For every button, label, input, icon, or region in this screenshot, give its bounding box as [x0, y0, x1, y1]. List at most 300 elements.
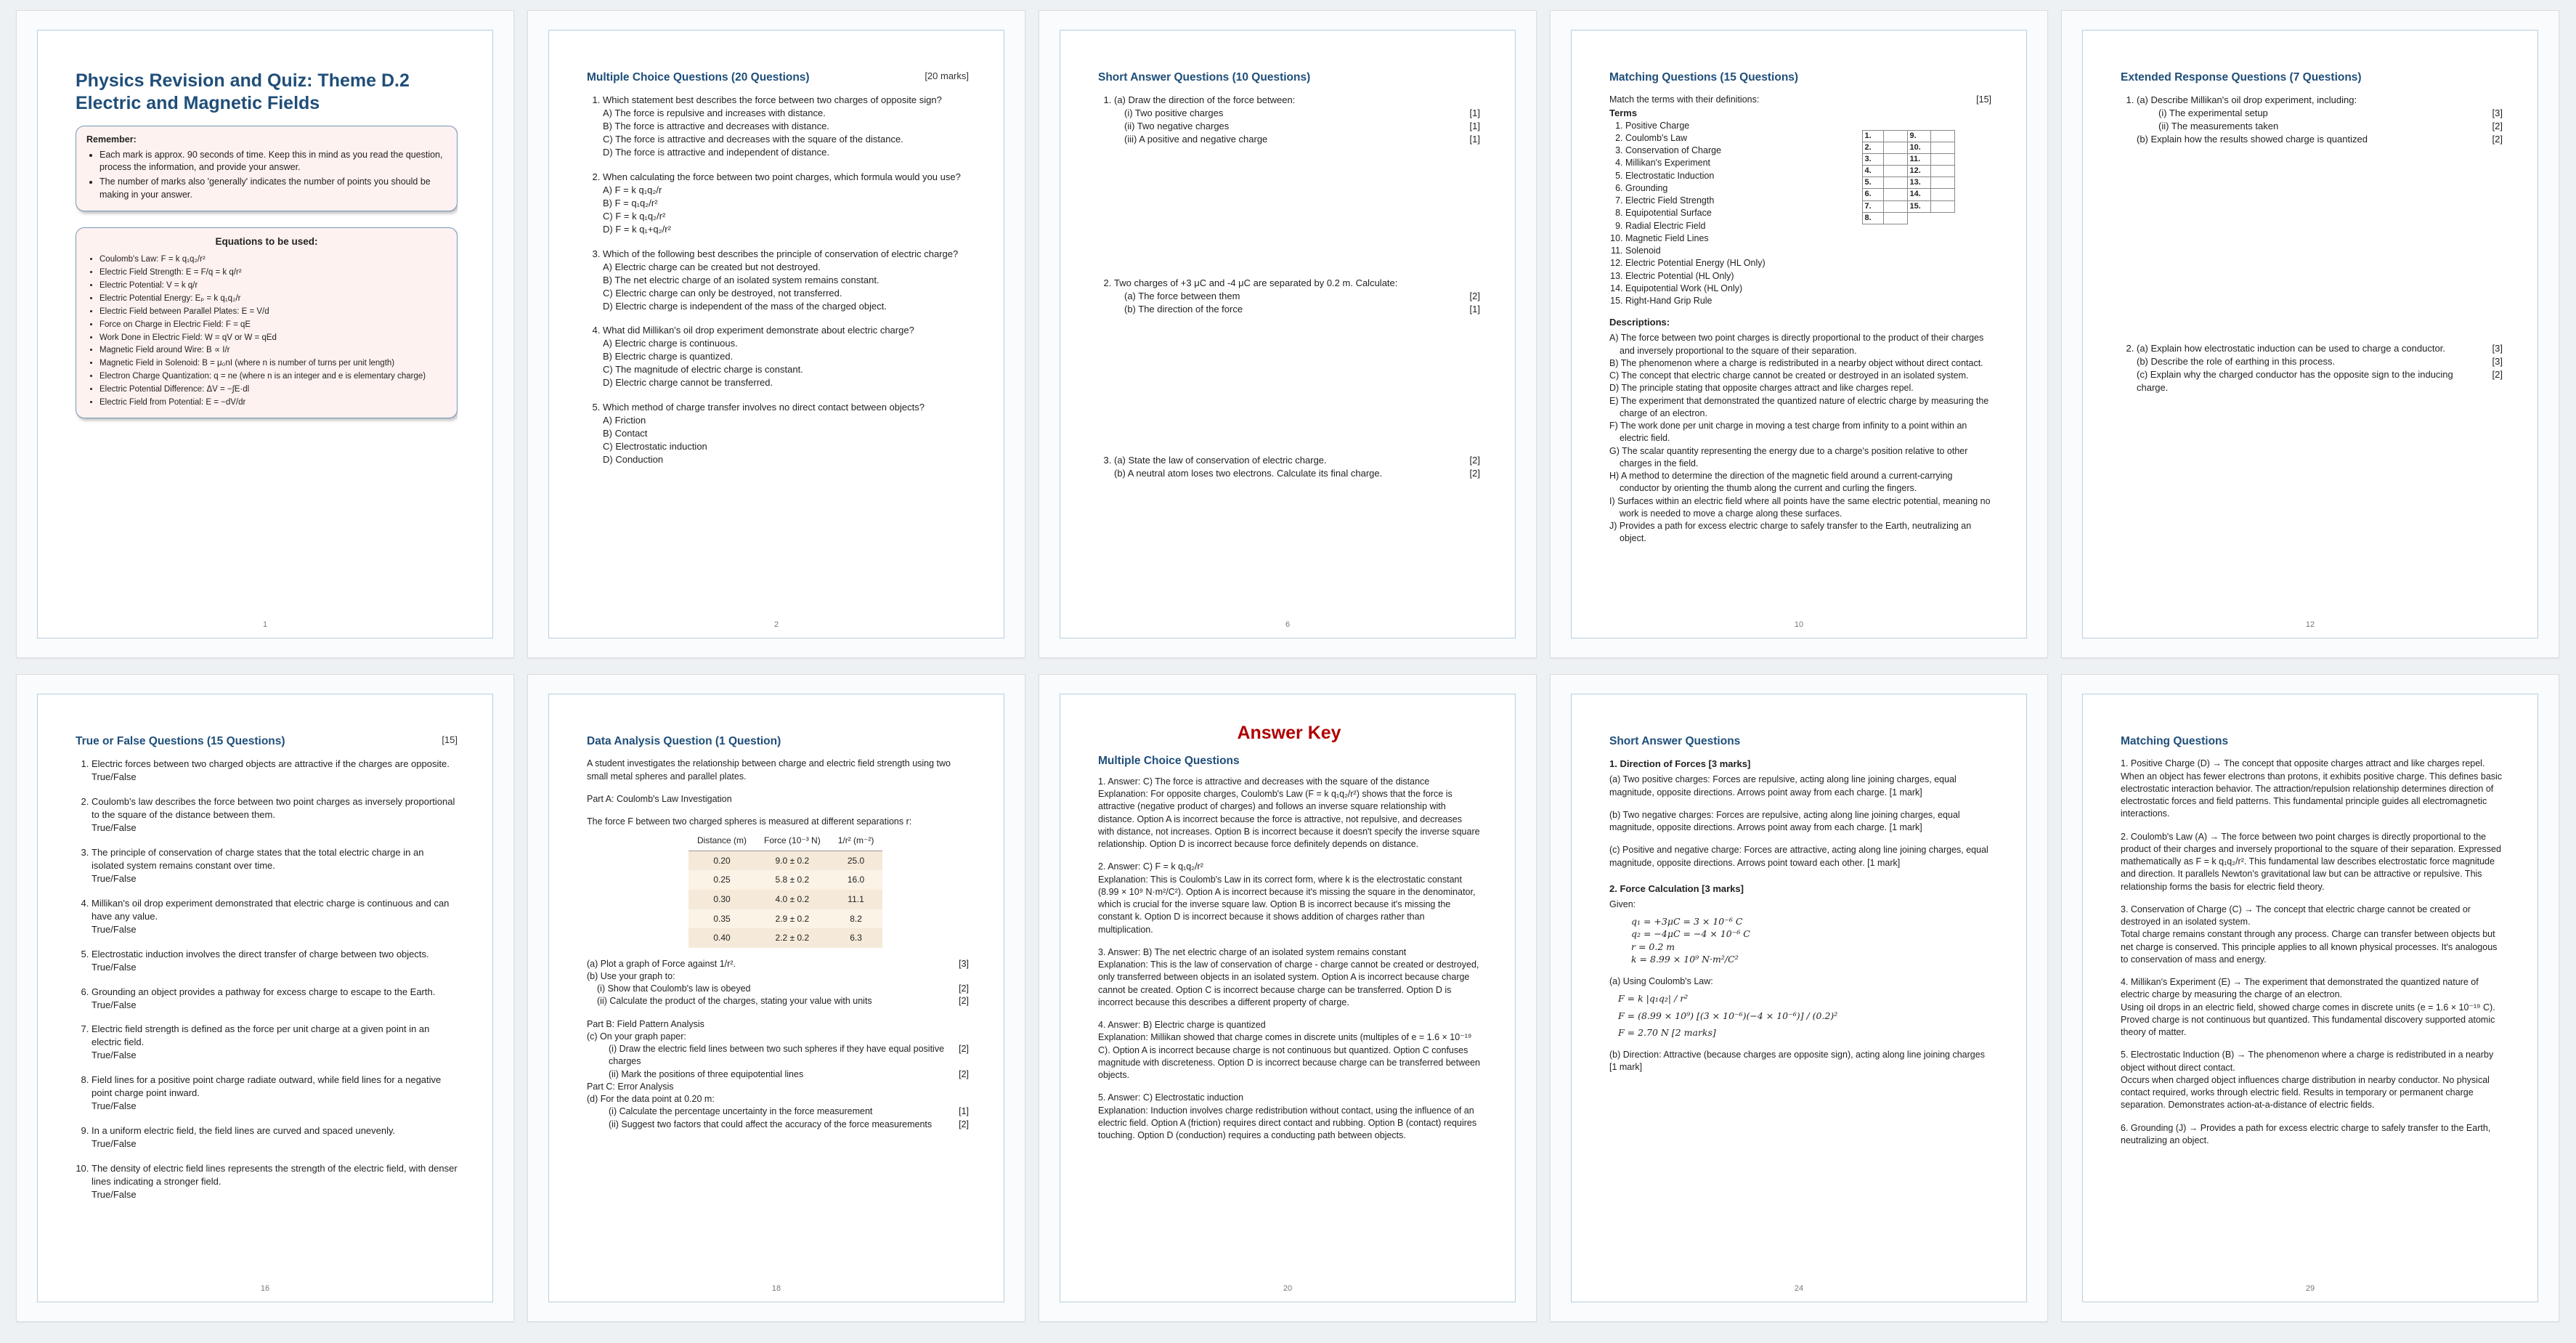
matching-answers — [2121, 758, 2503, 1147]
answer-option: True/False — [92, 961, 137, 973]
option-text: A) F = k q₁q₂/r — [603, 184, 662, 195]
question-parts — [2137, 107, 2503, 146]
question-part — [587, 1031, 969, 1043]
given-line: r = 0.2 m — [1631, 941, 1675, 952]
true-false-item — [92, 1162, 458, 1201]
table-cell: 0.25 — [688, 870, 755, 890]
direction-answers — [1609, 774, 1991, 869]
part-a-items — [587, 958, 969, 1008]
part-marks: [2] — [1469, 454, 1480, 466]
question-part — [587, 958, 969, 970]
section-heading — [2121, 734, 2503, 749]
remember-item: • Each mark is approx. 90 seconds of time. Keep this in mind as you read the question, process the information, and provide your answer. — [99, 149, 447, 174]
answer-option: True/False — [92, 771, 137, 783]
equation-item: • Magnetic Field around Wire: B ∝ I/r — [99, 345, 447, 357]
remember-item: • The number of marks also 'generally' indicates the number of points you should be making in your answer. — [99, 176, 447, 201]
answer-grid — [1862, 130, 1956, 224]
matching-answer: 1. Positive Charge (D) → The concept that opposite charges attract and like charges repel. When an object has fewer electrons than protons, it exhibits positive charge. This defines basic electrostatic interaction behavior. The attraction/repulsion relationship determines direction of electrostatic forces and field patterns. This fundamental principle guides all electromagnetic interactions. — [2121, 758, 2503, 819]
option-text: C) The force is attractive and decreases with the square of the distance. — [603, 134, 903, 145]
term-item: 5. Electrostatic Induction — [1625, 170, 1845, 182]
true-false-item — [92, 1124, 458, 1151]
page-number: 1 — [262, 620, 268, 629]
section-title: Matching Questions — [2121, 735, 2229, 747]
part-marks: [2] — [959, 1068, 969, 1079]
answer-item: 2. Answer: C) F = k q₁q₂/r² Explanation: This is Coulomb's Law in its correct form, where k is the electrostatic constant (8.99 × 10⁹ N·m²/C²). Option A is incorrect because it's missing the square in the denominator, which is crucial for the inverse square law. Option B is incorrect because it's missing the constant k. Option D is incorrect because it shows addition of charges rather than multiplication. — [1098, 861, 1476, 935]
description-item: C) The concept that electric charge cannot be created or destroyed in an isolated system. — [1609, 370, 1969, 381]
option-text: D) Conduction — [603, 453, 664, 465]
grid-number: 3. — [1862, 153, 1883, 165]
part-marks: [2] — [959, 1119, 969, 1129]
part-c-items — [587, 1093, 969, 1131]
option-text: B) The force is attractive and decreases with distance. — [603, 121, 829, 132]
part-marks: [2] — [959, 983, 969, 994]
given-line: q₂ = −4μC = −4 × 10⁻⁶ C — [1631, 928, 1750, 940]
part-text: (ii) Two negative charges — [1124, 121, 1230, 132]
description-item: E) The experiment that demonstrated the quantized nature of electric charge by measuring the charge of an electron. — [1609, 395, 1989, 418]
option-text: B) The net electric charge of an isolated system remains constant. — [603, 274, 879, 285]
section-title: Matching Questions (15 Questions) — [1609, 71, 1799, 84]
mcq-list — [587, 94, 969, 466]
part-text: (d) For the data point at 0.20 m: — [587, 1094, 715, 1105]
option-text: C) F = k q₁q₂/r² — [603, 210, 666, 222]
given-values — [1609, 915, 1991, 965]
question-part — [2137, 133, 2503, 146]
statement-text: 9. In a uniform electric field, the field lines are curved and spaced unevenly. — [92, 1125, 396, 1137]
matching-answer: 2. Coulomb's Law (A) → The force between two point charges is directly proportional to the product of their charges and inversely proportional to the square of their separation. Expressed mathematically as F = k q₁q₂/r². This fundamental law describes electrostatic force magnitude and direction. It parallels Newton's gravitational law but can be attractive or repulsive. This relationship forms the basis for electric field theory. — [2121, 831, 2501, 892]
part-marks: [1] — [959, 1106, 969, 1117]
page-20[interactable] — [1039, 674, 1537, 1322]
equations-list — [86, 254, 447, 408]
mcq-item — [603, 324, 969, 389]
page-16-content — [37, 694, 493, 1302]
statement-text: 2. Coulomb's law describes the force between two point charges as inversely proportional to the square of the distance between them. — [92, 796, 455, 821]
question-part — [1124, 120, 1480, 133]
section-title: Multiple Choice Questions (20 Questions) — [587, 71, 810, 84]
description-item: G) The scalar quantity representing the energy due to a charge's position relative to other charges in the field. — [1609, 445, 1968, 468]
term-item: 4. Millikan's Experiment — [1625, 157, 1845, 169]
option-text: D) Electric charge is independent of the mass of the charged object. — [603, 300, 887, 312]
part-marks — [962, 1093, 969, 1105]
part-marks: [3] — [2492, 356, 2503, 368]
question-part — [587, 983, 969, 995]
section-marks: [20 marks] — [925, 70, 969, 81]
section-heading — [1609, 70, 1991, 85]
section-heading — [587, 70, 969, 85]
question-part — [1124, 303, 1480, 316]
page-2-content — [548, 30, 1004, 638]
part-marks: [3] — [2492, 107, 2503, 119]
grid-blank — [1931, 189, 1955, 200]
grid-blank — [1883, 200, 1907, 212]
table-cell: 0.40 — [688, 928, 755, 948]
question-part — [1114, 454, 1480, 467]
part-marks: [3] — [959, 958, 969, 969]
part-text: (i) Show that Coulomb's law is obeyed — [597, 983, 751, 994]
page-number: 16 — [260, 1284, 270, 1293]
column-header: 1/r² (m⁻²) — [829, 831, 883, 851]
true-false-item — [92, 986, 458, 1012]
answer-option: True/False — [92, 1050, 137, 1061]
part-marks — [962, 1031, 969, 1043]
matching-answer: 6. Grounding (J) → Provides a path for excess electric charge to safely transfer to the Earth, neutralizing an object. — [2121, 1122, 2491, 1145]
part-text: (ii) Calculate the product of the charges, stating your value with units — [597, 996, 872, 1007]
page-10[interactable] — [1550, 10, 2048, 658]
part-b-items — [587, 1031, 969, 1081]
grid-number: 11. — [1907, 153, 1931, 165]
true-false-item — [92, 897, 458, 936]
grid-number: 9. — [1907, 130, 1931, 142]
part-marks: [2] — [1469, 467, 1480, 479]
sub-heading: 2. Force Calculation [3 marks] — [1609, 883, 1744, 894]
answer-item: 4. Answer: B) Electric charge is quantized Explanation: Millikan showed that charge comes in discrete units (multiples of e = 1.6 × 10⁻¹⁹ C). Option A is incorrect because charge is not continuous but quantized. Option C confuses magnitude with discreteness. Option D is incorrect because charge can be transferred between objects. — [1098, 1020, 1480, 1081]
short-answer-list — [1098, 94, 1480, 479]
term-item: 11. Solenoid — [1625, 245, 1845, 257]
question-parts — [1114, 107, 1480, 146]
question-part — [1114, 467, 1480, 480]
question-part — [2137, 368, 2503, 394]
direction-item: (a) Two positive charges: Forces are repulsive, acting along line joining charges, equal magnitude, opposite directions. Arrows point away from each charge. [1 mark] — [1609, 774, 1957, 798]
grid-number: 13. — [1907, 177, 1931, 189]
answer-item: 3. Answer: B) The net electric charge of an isolated system remains constant Explanation: This is the law of conservation of charge - charge cannot be created or destroyed, only transferred between objects in an isolated system. Option A is incorrect because charge cannot be created. Option C is incorrect because charge can be transferred. Option D is incorrect because this describes a different property of charge. — [1098, 946, 1479, 1007]
question-item — [1114, 277, 1480, 316]
table-row — [688, 890, 882, 909]
question-text: 5. Which method of charge transfer involves no direct contact between objects? — [603, 402, 925, 413]
page-number: 2 — [773, 620, 779, 629]
grid-number: 4. — [1862, 166, 1883, 177]
part-marks: [2] — [2492, 369, 2503, 380]
term-item: 14. Equipotential Work (HL Only) — [1625, 283, 1845, 295]
statement-text: 10. The density of electric field lines represents the strength of the electric field, with denser lines indicating a stronger field. — [92, 1162, 458, 1187]
column-header: Distance (m) — [688, 831, 755, 851]
option-text: C) Electric charge can only be destroyed, not transferred. — [603, 287, 842, 299]
grid-blank — [1931, 177, 1955, 189]
column-header: Force (10⁻³ N) — [755, 831, 829, 851]
answer-item: 5. Answer: C) Electrostatic induction Explanation: Induction involves charge redistribution without contact, using the influence of an electric field. Option A (friction) requires direct contact and rubbing. Option B (contact) requires touching. Option D (conduction) requires a conducting path between objects. — [1098, 1092, 1477, 1141]
part-b-heading: Part B: Field Pattern Analysis — [587, 1018, 704, 1029]
page-10-content — [1571, 30, 2027, 638]
equation-item: • Electric Potential Energy: Eₚ = k q₁q₂/r — [99, 293, 447, 305]
grid-number: 1. — [1862, 130, 1883, 142]
direction-answer: (b) Direction: Attractive (because charges are opposite sign), acting along line joining charges [1 mark] — [1609, 1050, 1985, 1073]
matching-answer: 4. Millikan's Experiment (E) → The experiment that demonstrated the quantized nature of electric charge by measuring the charge of an electron. Using oil drops in an electric field, showed charge comes in discrete units (e = 1.6 × 10⁻¹⁹ C). Proved charge is not continuous but quantized. This fundamental discovery supported atomic theory of matter. — [2121, 977, 2495, 1038]
answer-list — [1098, 776, 1480, 1143]
option-text: D) F = k q₁+q₂/r² — [603, 223, 671, 235]
matching-answer: 5. Electrostatic Induction (B) → The phenomenon where a charge is redistributed in a nearby object without direct contact. Occurs when charged object influences charge distribution in nearby conductor. No physical contact required, works through electric field. Results in temporary or permanent charge separation. Demonstrates action-at-a-distance of electric fields. — [2121, 1050, 2494, 1111]
part-text: (i) Two positive charges — [1124, 107, 1224, 119]
part-text: (iii) A positive and negative charge — [1124, 134, 1268, 145]
part-text: (i) Draw the electric field lines between two such spheres if they have equal positive charges — [609, 1044, 945, 1067]
description-item: F) The work done per unit charge in moving a test charge from infinity to a point within an electric field. — [1609, 421, 1967, 444]
match-intro — [1609, 94, 1991, 106]
page-29-content — [2082, 694, 2538, 1302]
using-label: (a) Using Coulomb's Law: — [1609, 976, 1713, 986]
option-text: A) The force is repulsive and increases with distance. — [603, 107, 826, 119]
term-item: 6. Grounding — [1625, 182, 1845, 195]
question-text: 4. What did Millikan's oil drop experiment demonstrate about electric charge? — [603, 325, 914, 336]
term-item: 15. Right-Hand Grip Rule — [1625, 295, 1845, 307]
terms-area — [1609, 107, 1991, 308]
remember-box — [76, 126, 458, 211]
table-cell: 9.0 ± 0.2 — [755, 851, 829, 870]
term-item: 7. Electric Field Strength — [1625, 195, 1845, 207]
table-cell: 6.3 — [829, 928, 883, 948]
terms-list — [1609, 120, 1845, 308]
part-marks — [962, 970, 969, 983]
table-cell: 5.8 ± 0.2 — [755, 870, 829, 890]
section-title: Short Answer Questions (10 Questions) — [1098, 71, 1311, 84]
question-item — [1114, 94, 1480, 146]
given-line: q₁ = +3μC = 3 × 10⁻⁶ C — [1631, 916, 1743, 927]
answer-item: 1. Answer: C) The force is attractive and decreases with the square of the distance Explanation: For opposite charges, Coulomb's Law (F = k q₁q₂/r²) shows that the force is attractive (negative product of charges) and follows an inverse square relationship with distance. Option A is incorrect because the force is attractive, not repulsive, and decreases with distance, not increases. Option B is incorrect because it doesn't specify the inverse square relationship. Option D is incorrect because force definitely depends on distance. — [1098, 776, 1480, 850]
answer-key-title: Answer Key — [1237, 723, 1341, 743]
question-part — [2137, 107, 2503, 120]
question-part — [2137, 342, 2503, 355]
table-row — [688, 851, 882, 870]
extended-list — [2121, 94, 2503, 394]
part-marks: [2] — [2492, 121, 2503, 132]
question-part — [2137, 355, 2503, 368]
table-cell: 8.2 — [829, 909, 883, 929]
part-text: (b) Use your graph to: — [587, 970, 675, 981]
part-marks: [1] — [1469, 107, 1480, 119]
section-heading — [1098, 70, 1480, 85]
question-parts — [1114, 454, 1480, 480]
grid-blank — [1931, 130, 1955, 142]
true-false-item — [92, 1074, 458, 1113]
page-thumbnail-grid — [16, 10, 2559, 1322]
page-number: 20 — [1283, 1284, 1293, 1293]
table-cell: 11.1 — [829, 890, 883, 909]
statement-text: 1. Electric forces between two charged objects are attractive if the charges are opposite. — [92, 758, 450, 770]
page-1[interactable] — [16, 10, 514, 658]
part-marks: [3] — [2492, 343, 2503, 354]
description-item: J) Provides a path for excess electric charge to safely transfer to the Earth, neutralizing an object. — [1609, 521, 1972, 544]
option-text: C) Electrostatic induction — [603, 440, 707, 452]
page-12-content — [2082, 30, 2538, 638]
question-stem: 2. Two charges of +3 μC and -4 μC are separated by 0.2 m. Calculate: — [1114, 277, 1398, 289]
calc-line: F = k |q₁q₂| / r² — [1618, 993, 1689, 1005]
question-stem: 1. (a) Describe Millikan's oil drop experiment, including: — [2137, 94, 2357, 106]
grid-number: 8. — [1862, 212, 1883, 224]
match-intro-text: Match the terms with their definitions: — [1609, 94, 1760, 105]
page-16[interactable] — [16, 674, 514, 1322]
matching-answer: 3. Conservation of Charge (C) → The concept that electric charge cannot be created or destroyed in an isolated system. Total charge remains constant through any process. Charge can transfer between objects but net charge is conserved. This principle applies to all known physical processes. It's analogous to conservation of mass and energy. — [2121, 904, 2498, 965]
true-false-list — [76, 758, 458, 1201]
page-29[interactable] — [2061, 674, 2559, 1322]
grid-blank — [1883, 142, 1907, 153]
page-6-content — [1060, 30, 1516, 638]
descriptions-list — [1609, 332, 1991, 545]
data-table — [688, 831, 882, 947]
match-marks: [15] — [1976, 94, 1991, 105]
page-12[interactable] — [2061, 10, 2559, 658]
answer-option: True/False — [92, 872, 137, 884]
page-6[interactable] — [1039, 10, 1537, 658]
page-number: 29 — [2305, 1284, 2315, 1293]
option-text: B) F = q₁q₂/r² — [603, 197, 658, 208]
equation-item: • Electric Field from Potential: E = −dV/dr — [99, 397, 447, 409]
page-18[interactable] — [527, 674, 1025, 1322]
statement-text: 5. Electrostatic induction involves the direct transfer of charge between two objects. — [92, 948, 429, 959]
grid-blank — [1931, 142, 1955, 153]
table-cell: 0.35 — [688, 909, 755, 929]
descriptions-label: Descriptions: — [1609, 317, 1670, 328]
table-cell: 16.0 — [829, 870, 883, 890]
description-item: D) The principle stating that opposite charges attract and like charges repel. — [1609, 383, 1914, 394]
grid-number: 12. — [1907, 166, 1931, 177]
page-title: Physics Revision and Quiz: Theme D.2 Electric and Magnetic Fields — [76, 70, 410, 114]
equation-item: • Coulomb's Law: F = k q₁q₂/r² — [99, 254, 447, 266]
grid-number: 10. — [1907, 142, 1931, 153]
question-text: 1. Which statement best describes the force between two charges of opposite sign? — [603, 94, 942, 106]
section-heading — [1609, 734, 1991, 749]
question-item — [2137, 342, 2503, 394]
table-cell: 2.2 ± 0.2 — [755, 928, 829, 948]
true-false-item — [92, 758, 458, 784]
question-part — [587, 1093, 969, 1105]
grid-number: 14. — [1907, 189, 1931, 200]
question-stem: 1. (a) Draw the direction of the force between: — [1114, 94, 1296, 106]
part-text: (c) Explain why the charged conductor has the opposite sign to the inducing charge. — [2137, 369, 2453, 393]
answer-key-subtitle: Multiple Choice Questions — [1098, 754, 1240, 767]
page-number: 10 — [1794, 620, 1804, 629]
question-text: 3. Which of the following best describes the principle of conservation of electric charge? — [603, 248, 959, 259]
part-text: (i) The experimental setup — [2158, 107, 2268, 119]
question-part — [587, 995, 969, 1007]
page-18-content — [548, 694, 1004, 1302]
answer-option: True/False — [92, 1188, 137, 1200]
table-row — [688, 928, 882, 948]
question-part — [587, 970, 969, 983]
description-item: I) Surfaces within an electric field where all points have the same electric potential, meaning no work is needed to move a charge along these surfaces. — [1609, 495, 1991, 519]
grid-blank — [1883, 212, 1907, 224]
question-text: 2. When calculating the force between two point charges, which formula would you use? — [603, 171, 961, 183]
answer-option: True/False — [92, 923, 137, 935]
description-item: B) The phenomenon where a charge is redistributed in a nearby object without direct contact. — [1609, 357, 1983, 368]
option-text: A) Electric charge can be created but not destroyed. — [603, 261, 821, 272]
question-item — [1114, 454, 1480, 480]
equations-title: Equations to be used: — [215, 235, 318, 247]
grid-number: 5. — [1862, 177, 1883, 189]
grid-number: 7. — [1862, 200, 1883, 212]
mcq-item — [603, 401, 969, 466]
option-text: D) Electric charge cannot be transferred. — [603, 377, 773, 389]
section-title: Extended Response Questions (7 Questions) — [2121, 71, 2362, 84]
section-heading — [587, 734, 969, 749]
part-text: (a) The force between them — [1124, 291, 1240, 302]
part-text: (i) Calculate the percentage uncertainty in the force measurement — [609, 1106, 873, 1117]
part-marks: [2] — [959, 1044, 969, 1055]
question-part — [587, 1105, 969, 1118]
page-20-content — [1060, 694, 1516, 1302]
term-item: 2. Coulomb's Law — [1625, 132, 1845, 145]
part-text: (b) The direction of the force — [1124, 304, 1243, 315]
option-text: D) The force is attractive and independent of distance. — [603, 147, 829, 158]
statement-text: 8. Field lines for a positive point charge radiate outward, while field lines for a negative point charge point inward. — [92, 1074, 442, 1099]
given-line: k = 8.99 × 10⁹ N·m²/C² — [1631, 953, 1739, 965]
intro-text: A student investigates the relationship between charge and electric field strength using two small metal spheres and parallel plates. — [587, 758, 951, 782]
part-text: 2. (a) Explain how electrostatic induction can be used to charge a conductor. — [2137, 343, 2445, 354]
page-number: 18 — [771, 1284, 781, 1293]
page-number: 24 — [1794, 1284, 1804, 1293]
part-text: (c) On your graph paper: — [587, 1031, 686, 1042]
question-part — [1124, 133, 1480, 146]
term-item: 10. Magnetic Field Lines — [1625, 232, 1845, 245]
table-row — [688, 870, 882, 890]
question-part — [587, 1043, 969, 1068]
calc-line: F = 2.70 N [2 marks] — [1618, 1026, 1716, 1038]
grid-number: 2. — [1862, 142, 1883, 153]
question-part — [587, 1068, 969, 1081]
answer-option: True/False — [92, 1138, 137, 1149]
term-item: 9. Radial Electric Field — [1625, 220, 1845, 232]
measure-text: The force F between two charged spheres is measured at different separations r: — [587, 816, 912, 827]
question-parts — [2137, 342, 2503, 394]
calculation — [1609, 992, 1991, 1039]
section-marks: [15] — [442, 734, 458, 745]
term-item: 3. Conservation of Charge — [1625, 145, 1845, 157]
part-marks: [2] — [2492, 134, 2503, 145]
statement-text: 4. Millikan's oil drop experiment demonstrated that electric charge is continuous and can have any value. — [92, 897, 450, 922]
page-24-content — [1571, 694, 2027, 1302]
table-row — [688, 909, 882, 929]
grid-blank — [1883, 189, 1907, 200]
part-marks: [1] — [1469, 134, 1480, 145]
direction-item: (b) Two negative charges: Forces are repulsive, acting along line joining charges, equal magnitude, opposite directions. Arrows point away from each charge. [1 mark] — [1609, 809, 1960, 833]
part-marks: [1] — [1469, 121, 1480, 132]
grid-empty — [1907, 212, 1931, 224]
question-part — [587, 1119, 969, 1131]
grid-blank — [1931, 200, 1955, 212]
direction-item: (c) Positive and negative charge: Forces are attractive, acting along line joining charges, equal magnitude, opposite directions. Arrows point toward each other. [1 mark] — [1609, 845, 1988, 868]
part-text: (ii) Mark the positions of three equipotential lines — [609, 1068, 804, 1079]
question-item — [2137, 94, 2503, 146]
question-part — [1124, 107, 1480, 120]
grid-blank — [1931, 153, 1955, 165]
term-item: 13. Electric Potential (HL Only) — [1625, 270, 1845, 283]
question-parts — [1114, 290, 1480, 316]
part-text: (b) Describe the role of earthing in this process. — [2137, 356, 2336, 368]
question-part — [1124, 290, 1480, 303]
statement-text: 6. Grounding an object provides a pathway for excess charge to escape to the Earth. — [92, 986, 436, 997]
equation-item: • Electric Potential: V = k q/r — [99, 280, 447, 292]
description-item: A) The force between two point charges is directly proportional to the product of their charges and inversely proportional to the square of their separation. — [1609, 333, 1984, 356]
page-number: 6 — [1285, 620, 1291, 629]
table-cell: 4.0 ± 0.2 — [755, 890, 829, 909]
term-item: 8. Equipotential Surface — [1625, 207, 1845, 219]
section-heading — [76, 734, 458, 749]
grid-number: 15. — [1907, 200, 1931, 212]
page-2[interactable] — [527, 10, 1025, 658]
answer-option: True/False — [92, 1100, 137, 1112]
page-24[interactable] — [1550, 674, 2048, 1322]
section-title: True or False Questions (15 Questions) — [76, 735, 285, 747]
equation-item: • Force on Charge in Electric Field: F = qE — [99, 320, 447, 331]
equations-box — [76, 227, 458, 418]
term-item: 12. Electric Potential Energy (HL Only) — [1625, 257, 1845, 269]
term-item: 1. Positive Charge — [1625, 120, 1845, 132]
page-number: 12 — [2305, 620, 2315, 629]
part-marks: [1] — [1469, 304, 1480, 315]
part-text: (a) Plot a graph of Force against 1/r². — [587, 958, 736, 969]
true-false-item — [92, 948, 458, 974]
part-text: (ii) The measurements taken — [2158, 121, 2279, 132]
grid-blank — [1931, 166, 1955, 177]
grid-number: 6. — [1862, 189, 1883, 200]
section-heading — [2121, 70, 2503, 85]
terms-label: Terms — [1609, 107, 1638, 118]
answer-option: True/False — [92, 999, 137, 1010]
